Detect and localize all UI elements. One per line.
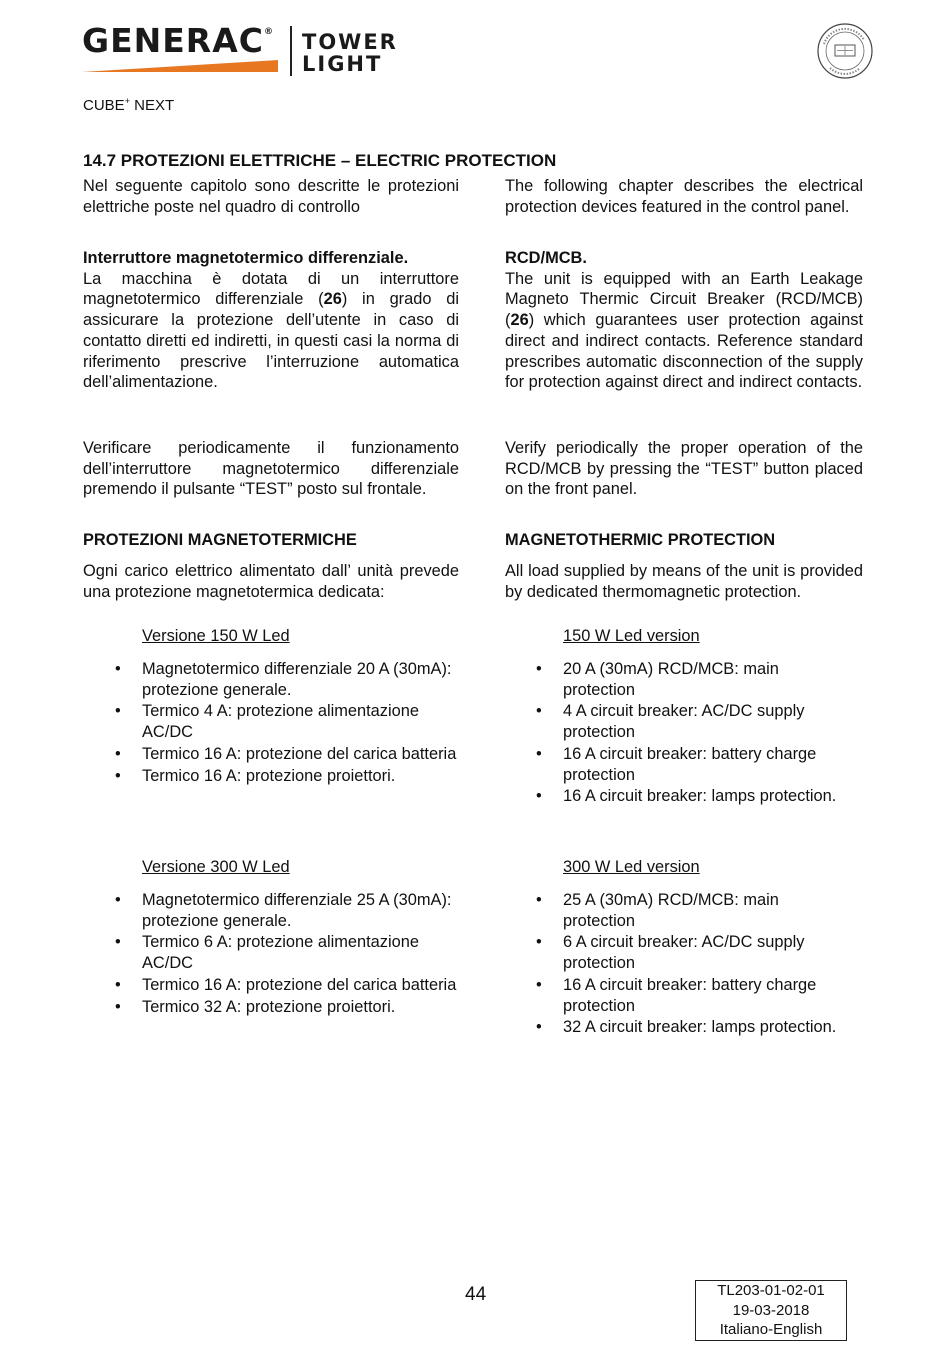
list-item: • Termico 16 A: protezione proiettori. [142,766,462,787]
list-item: • 32 A circuit breaker: lamps protection. [563,1017,853,1038]
list-item: • Termico 16 A: protezione del carica batteria [142,744,462,765]
model-name-sup: + [124,96,130,106]
list-item: • 16 A circuit breaker: battery charge protection [563,744,853,785]
doc-language: Italiano-English [719,1321,823,1338]
it-rcd-ref: 26 [323,290,342,309]
list-item: • Termico 6 A: protezione alimentazione AC/DC [142,932,462,973]
list-item: • 4 A circuit breaker: AC/DC supply protection [563,701,853,742]
it-rcd-heading: Interruttore magnetotermico differenziale. [83,249,409,267]
doc-code: TL203-01-02-01 [717,1282,825,1299]
model-name [83,96,174,114]
it-rcd-text-b: ) in grado di assicurare la protezione dell’utente in caso di contatto diretti ed indiretti, in questi casi la norma di riferimento prescrive l’interruzione automatica dell’alimentazione. [83,290,460,392]
it-mt-heading: PROTEZIONI MAGNETOTERMICHE [83,531,357,549]
en-rcd-ref: 26 [510,311,529,330]
it-v150-title: Versione 150 W Led [142,627,290,645]
model-name-prefix: CUBE [83,97,125,114]
it-mt-text: Ogni carico elettrico alimentato dall’ unità prevede una protezione magnetotermica dedicata: [83,562,459,601]
list-item: • 20 A (30mA) RCD/MCB: main protection [563,659,853,700]
list-item: • Termico 32 A: protezione proiettori. [142,997,462,1018]
list-item: • 16 A circuit breaker: lamps protection. [563,786,853,807]
doc-date: 19-03-2018 [732,1301,810,1319]
en-mt-heading: MAGNETOTHERMIC PROTECTION [505,531,776,549]
en-v300-title: 300 W Led version [563,858,700,876]
en-v300-list [563,890,853,1039]
product-line-logo [302,31,398,75]
it-verify-text: Verificare periodicamente il funzionamento dell’interruttore magnetotermico differenziale premendo il pulsante “TEST” posto sul frontale. [83,439,459,499]
list-item: • Termico 16 A: protezione del carica batteria [142,975,462,996]
list-item: • Termico 4 A: protezione alimentazione AC/DC [142,701,462,742]
iso-certification-seal-icon [816,22,874,80]
it-v300-list [142,890,462,1018]
en-rcd-text-b: ) which guarantees user protection against direct and indirect contacts. Reference standard prescribes automatic disconnection of the supply for protection against direct and indirect contacts. [505,311,863,392]
en-intro: The following chapter describes the electrical protection devices featured in the control panel. [505,177,863,216]
generac-logo [82,21,274,60]
logo-accent-bar [82,60,278,72]
en-rcd-heading: RCD/MCB. [505,249,587,267]
en-rcd-text-a: The unit is equipped with an Earth Leakage Magneto Thermic Circuit Breaker (RCD/MCB) ( [505,269,863,330]
product-line-2: LIGHT [302,52,383,76]
it-rcd-text [83,269,459,393]
it-rcd-block [83,248,459,393]
registered-mark: ® [263,27,274,37]
document-info-box [695,1280,847,1341]
it-intro: Nel seguente capitolo sono descritte le protezioni elettriche poste nel quadro di controllo [83,177,459,216]
en-v150-list [563,659,853,808]
list-item: • Magnetotermico differenziale 20 A (30mA): protezione generale. [142,659,462,700]
it-v300-title: Versione 300 W Led [142,858,290,876]
en-rcd-text [505,269,863,393]
en-v150-title: 150 W Led version [563,627,700,645]
brand-name: GENERAC [82,21,264,60]
en-rcd-block [505,248,863,393]
section-title: 14.7 PROTEZIONI ELETTRICHE – ELECTRIC PROTECTION [83,151,557,170]
logo-separator [290,26,292,76]
list-item: • Magnetotermico differenziale 25 A (30mA): protezione generale. [142,890,462,931]
product-line-1: TOWER [302,30,398,54]
list-item: • 25 A (30mA) RCD/MCB: main protection [563,890,853,931]
en-mt-text: All load supplied by means of the unit is provided by dedicated thermomagnetic protection. [505,562,863,601]
model-name-suffix: NEXT [129,97,175,114]
it-v150-list [142,659,462,787]
list-item: • 16 A circuit breaker: battery charge protection [563,975,853,1016]
en-verify-text: Verify periodically the proper operation of the RCD/MCB by pressing the “TEST” button placed on the front panel. [505,439,863,499]
it-rcd-text-a: La macchina è dotata di un interruttore magnetotermico differenziale ( [83,269,459,309]
page-number: 44 [465,1284,487,1305]
list-item: • 6 A circuit breaker: AC/DC supply protection [563,932,853,973]
